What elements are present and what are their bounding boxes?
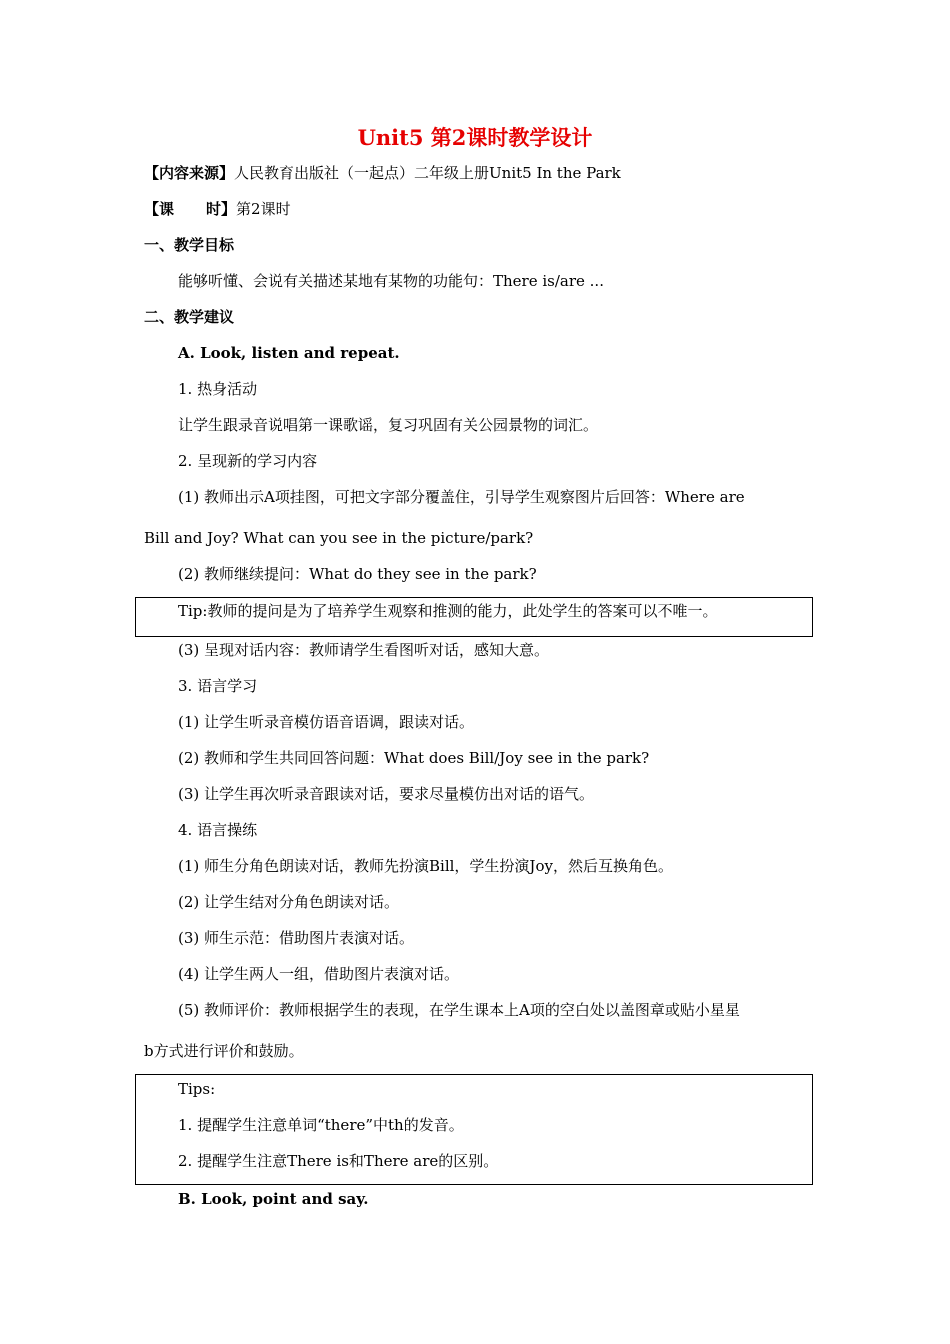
period-label-open: 【课 (144, 200, 175, 218)
step3-heading: 3. 语言学习 (178, 677, 258, 695)
part-b-heading: B. Look, point and say. (178, 1190, 369, 1208)
step4-heading: 4. 语言操练 (178, 821, 258, 839)
step1-heading: 1. 热身活动 (178, 380, 258, 398)
step2-item3: (3) 呈现对话内容：教师请学生看图听对话，感知大意。 (178, 641, 550, 659)
step2-heading: 2. 呈现新的学习内容 (178, 452, 318, 470)
step4-item1: (1) 师生分角色朗读对话，教师先扮演Bill，学生扮演Joy，然后互换角色。 (178, 857, 673, 875)
period-label-close: 时】 (206, 200, 237, 218)
step3-item1: (1) 让学生听录音模仿语音语调，跟读对话。 (178, 713, 475, 731)
tips-item2: 2. 提醒学生注意There is和There are的区别。 (178, 1152, 499, 1170)
step4-item4: (4) 让学生两人一组，借助图片表演对话。 (178, 965, 460, 983)
step4-item5-line1: (5) 教师评价：教师根据学生的表现，在学生课本上A项的空白处以盖图章或贴小星星 (178, 1001, 740, 1019)
step4-item5-line2: b方式进行评价和鼓励。 (144, 1042, 304, 1060)
step2-item1-line2: Bill and Joy? What can you see in the picture/park? (144, 529, 534, 547)
step2-item2: (2) 教师继续提问：What do they see in the park? (178, 565, 537, 583)
step4-item3: (3) 师生示范：借助图片表演对话。 (178, 929, 415, 947)
tips-item1: 1. 提醒学生注意单词“there”中th的发音。 (178, 1116, 464, 1134)
source-line (144, 161, 621, 185)
step2-item1-line1: (1) 教师出示A项挂图，可把文字部分覆盖住，引导学生观察图片后回答：Where are (178, 488, 745, 506)
period-value: 第2课时 (236, 200, 291, 218)
step1-text: 让学生跟录音说唱第一课歌谣，复习巩固有关公园景物的词汇。 (178, 416, 599, 434)
section1-heading: 一、教学目标 (144, 236, 235, 254)
period-line (144, 197, 291, 221)
step4-item2: (2) 让学生结对分角色朗读对话。 (178, 893, 400, 911)
section1-text: 能够听懂、会说有关描述某地有某物的功能句：There is/are ... (178, 272, 604, 290)
section2-heading: 二、教学建议 (144, 308, 235, 326)
source-value: 人民教育出版社（一起点）二年级上册Unit5 In the Park (234, 164, 621, 182)
tip-text: Tip:教师的提问是为了培养学生观察和推测的能力，此处学生的答案可以不唯一。 (178, 602, 718, 620)
tips-title: Tips: (178, 1080, 216, 1098)
source-label: 【内容来源】 (144, 164, 235, 182)
step3-item2: (2) 教师和学生共同回答问题：What does Bill/Joy see in the park? (178, 749, 650, 767)
part-a-heading: A. Look, listen and repeat. (178, 344, 400, 362)
page-title: Unit5 第2课时教学设计 (357, 125, 593, 150)
step3-item3: (3) 让学生再次听录音跟读对话，要求尽量模仿出对话的语气。 (178, 785, 595, 803)
